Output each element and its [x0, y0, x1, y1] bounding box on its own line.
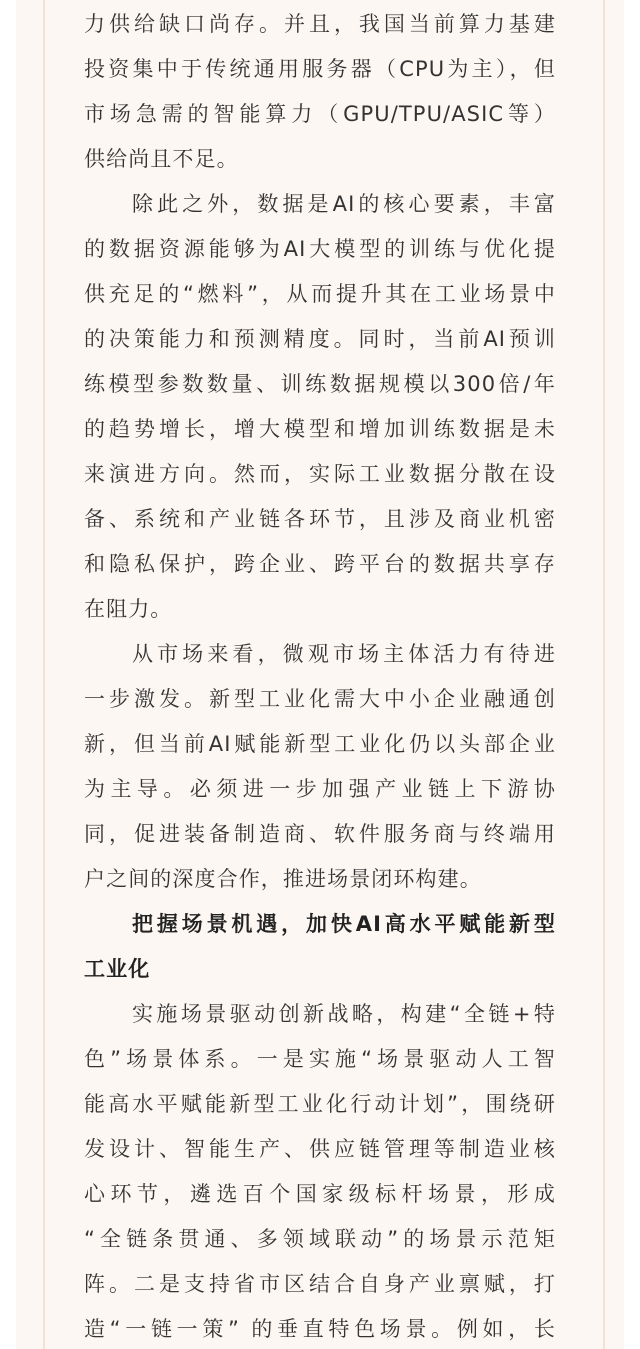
- article-line: 备、系统和产业链各环节，且涉及商业机密: [84, 507, 556, 531]
- article-line: 供给尚且不足。: [84, 147, 239, 171]
- right-border-line: [603, 0, 605, 1349]
- section-heading: 把握场景机遇，加快AI高水平赋能新型: [132, 912, 556, 936]
- article-line: 色”场景体系。一是实施“场景驱动人工智: [84, 1047, 556, 1071]
- article-line: 造“一链一策” 的垂直特色场景。例如，长: [84, 1317, 556, 1341]
- article-line: 新，但当前AI赋能新型工业化仍以头部企业: [84, 732, 556, 756]
- article-line: 和隐私保护，跨企业、跨平台的数据共享存: [84, 552, 556, 576]
- article-line: 供充足的“燃料”，从而提升其在工业场景中: [84, 282, 556, 306]
- section-heading: 工业化: [84, 957, 151, 981]
- article-line: 的趋势增长，增大模型和增加训练数据是未: [84, 417, 556, 441]
- article-line: 同，促进装备制造商、软件服务商与终端用: [84, 822, 556, 846]
- article-line: 力供给缺口尚存。并且，我国当前算力基建: [84, 12, 556, 36]
- article-line: 来演进方向。然而，实际工业数据分散在设: [84, 462, 556, 486]
- article-line: 投资集中于传统通用服务器（CPU为主），但: [84, 57, 556, 81]
- article-line: 发设计、智能生产、供应链管理等制造业核: [84, 1137, 556, 1161]
- article-line: 在阻力。: [84, 597, 173, 621]
- article-line: 的数据资源能够为AI大模型的训练与优化提: [84, 237, 556, 261]
- article-line: 实施场景驱动创新战略，构建“全链+特: [132, 1002, 556, 1026]
- article-line: 阵。二是支持省市区结合自身产业禀赋，打: [84, 1272, 556, 1296]
- article-line: 一步激发。新型工业化需大中小企业融通创: [84, 687, 556, 711]
- article-line: “全链条贯通、多领域联动”的场景示范矩: [84, 1227, 556, 1251]
- left-border-line: [43, 0, 45, 1349]
- article-line: 市场急需的智能算力（GPU/TPU/ASIC等）: [84, 102, 556, 126]
- article-line: 户之间的深度合作，推进场景闭环构建。: [84, 867, 482, 891]
- article-line: 为主导。必须进一步加强产业链上下游协: [84, 777, 556, 801]
- article-line: 心环节，遴选百个国家级标杆场景，形成: [84, 1182, 556, 1206]
- article-line: 的决策能力和预测精度。同时，当前AI预训: [84, 327, 556, 351]
- article-line: 练模型参数数量、训练数据规模以300倍/年: [84, 372, 556, 396]
- article-line: 能高水平赋能新型工业化行动计划”，围绕研: [84, 1092, 556, 1116]
- article-body: [84, 0, 556, 1349]
- article-line: 从市场来看，微观市场主体活力有待进: [132, 642, 556, 666]
- article-line: 除此之外，数据是AI的核心要素，丰富: [132, 192, 556, 216]
